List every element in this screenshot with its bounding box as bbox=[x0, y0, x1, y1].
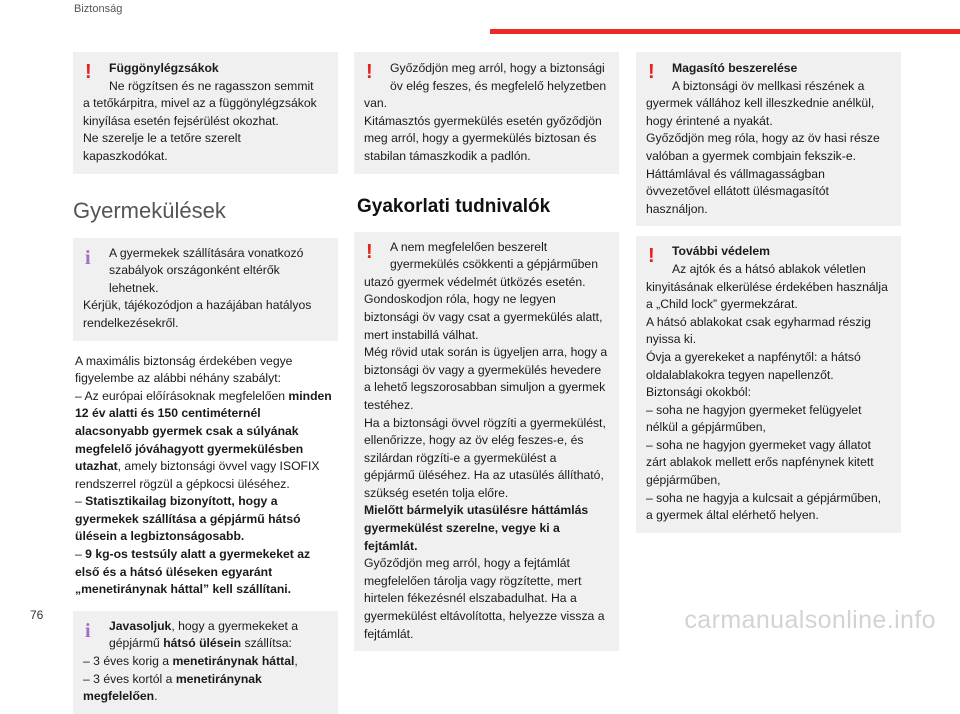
column-1 bbox=[73, 52, 338, 714]
box-title: További védelem bbox=[672, 244, 770, 259]
box-text: Biztonsági okokból: bbox=[646, 385, 752, 400]
box-text: Még rövid utak során is ügyeljen arra, hogy a biztonsági öv vagy a gyermekülés hevedere a lehető legszorosabban simuljon a gyermek testéhez. bbox=[364, 345, 608, 412]
box-text: Ne rögzítsen és ne ragasszon semmit bbox=[109, 78, 314, 93]
warning-exclamation-icon: ! bbox=[366, 240, 373, 263]
section-heading: Gyermekülések bbox=[73, 197, 226, 223]
column-3 bbox=[636, 52, 901, 533]
box-text: A gyermekek szállítására vonatkozó szabályok országonként eltérők lehetnek. bbox=[109, 245, 304, 295]
box-text: Kitámasztós gyermekülés esetén győződjön meg arról, hogy a gyermekülés biztosan és stabilan támaszkodik a padlón. bbox=[364, 113, 602, 163]
box-text: gyermek vállához kell illeszkednie anélkül, hogy érintené a nyakát. bbox=[646, 96, 875, 128]
warning-box-seatbelt bbox=[354, 52, 619, 174]
box-text: A hátsó ablakokat csak egyharmad részig nyissa ki. bbox=[646, 314, 871, 347]
box-text: A nem megfelelően beszerelt gyermekülés csökkenti a gépjárműben bbox=[390, 239, 598, 272]
box-text: kinyitásának elkerülése érdekében használja a „Child lock” gyermekzárat. bbox=[646, 279, 888, 312]
box-title: Függönylégzsákok bbox=[109, 61, 219, 75]
box-text: van. bbox=[364, 96, 388, 111]
info-icon: i bbox=[85, 246, 91, 269]
warning-box-practical bbox=[354, 232, 619, 652]
header-accent-bar bbox=[490, 29, 960, 34]
rule-item: – Statisztikailag bizonyított, hogy a gyermekek szállítása a gépjármű hátsó ülésein a legbiztonságosabb. bbox=[75, 494, 301, 544]
box-text: Ha a biztonsági övvel rögzíti a gyermekülést, ellenőrizze, hogy az öv elég feszes-e, és szilárdan rögzíti-e a gyermekülést a gépjármű üléséhez. Ha az utasülés állítható, szükség esetén tolja előre. bbox=[364, 415, 606, 500]
list-item: – 3 éves kortól a menetiránynak megfelelően. bbox=[83, 671, 262, 704]
box-text: Ne szerelje le a tetőre szerelt kapaszkodókat. bbox=[83, 131, 241, 163]
box-text: Kérjük, tájékozódjon a hazájában hatályos rendelkezésekről. bbox=[83, 298, 312, 330]
list-item: – soha ne hagyjon gyermeket vagy állatot zárt ablakok mellett erős napfénynek kitett gépjárműben, bbox=[646, 437, 874, 488]
box-text: a tetőkárpitra, mivel az a függönylégzsákok kinyílása esetén fejsérülést okozhat. bbox=[83, 96, 317, 128]
box-text-bold: Mielőtt bármelyik utasülésre háttámlás gyermekülést szerelne, vegye ki a fejtámlát. bbox=[364, 503, 589, 553]
box-text: Óvja a gyerekeket a napfénytől: a hátsó oldalablakokra tegyen napellenzőt. bbox=[646, 349, 861, 382]
paragraph: A maximális biztonság érdekében vegye figyelembe az alábbi néhány szabályt: bbox=[75, 353, 293, 386]
column-2 bbox=[354, 52, 619, 651]
warning-exclamation-icon: ! bbox=[648, 61, 655, 83]
warning-box-extra-protection bbox=[636, 236, 901, 533]
box-text: Gondoskodjon róla, hogy ne legyen biztonsági öv vagy csat a gyermekülés alatt, mert instabillá válhat. bbox=[364, 292, 603, 342]
warning-box-booster bbox=[636, 52, 901, 226]
section-heading: Gyakorlati tudnivalók bbox=[357, 195, 551, 217]
list-item: – soha ne hagyjon gyermeket felügyelet nélkül a gépjárműben, bbox=[646, 402, 862, 435]
list-item: – soha ne hagyja a kulcsait a gépjárműben, a gyermek által elérhető helyen. bbox=[646, 490, 882, 523]
box-title: Magasító beszerelése bbox=[672, 61, 798, 75]
rule-item: – 9 kg-os testsúly alatt a gyermekeket az első és a hátsó üléseken egyaránt „menetiránynak háttal” kell szállítani. bbox=[75, 547, 311, 597]
box-text: Az ajtók és a hátsó ablakok véletlen bbox=[672, 261, 866, 276]
box-text: Győződjön meg róla, hogy az öv hasi része valóban a gyermek combjain fekszik-e. bbox=[646, 131, 880, 163]
box-text: Győződjön meg arról, hogy a biztonsági öv elég feszes, és megfelelő helyzetben bbox=[390, 61, 607, 93]
watermark: carmanualsonline.info bbox=[684, 606, 936, 634]
section-title: Biztonság bbox=[74, 3, 123, 15]
warning-exclamation-icon: ! bbox=[366, 61, 373, 83]
info-box-regulations bbox=[73, 238, 338, 341]
box-text: A biztonsági öv mellkasi részének a bbox=[672, 78, 865, 93]
rule-item: – Az európai előírásoknak megfelelően minden 12 év alatti és 150 centiméternél alacsonyabb gyermek csak a súlyának megfelelő jóváhagyott gyermekülésben utazhat, amely biztonsági övvel vagy ISOFIX rendszerrel rögzül a gépkocsi üléséhez. bbox=[75, 388, 332, 491]
page-number: 76 bbox=[30, 608, 44, 622]
box-text: Győződjön meg arról, hogy a fejtámlát megfelelően tárolja vagy rögzítette, mert hirtelen fékezésnél elszabadulhat. Ha a gyermekülést eltávolította, helyezze vissza a fejtámlát. bbox=[364, 556, 605, 641]
list-item: – 3 éves korig a menetiránynak háttal, bbox=[83, 654, 298, 669]
box-text: utazó gyermek védelmét ütközés esetén. bbox=[364, 274, 586, 289]
warning-exclamation-icon: ! bbox=[85, 61, 92, 83]
warning-exclamation-icon: ! bbox=[648, 245, 655, 268]
box-text: Háttámlával és vállmagasságban övvezetővel ellátott ülésmagasítót használjon. bbox=[646, 166, 829, 216]
info-icon: i bbox=[85, 619, 91, 642]
info-box-recommendation: i Javasoljuk, hogy a gyermekeket a gépjármű hátsó ülésein szállítsa: – 3 éves korig a menetiránynak háttal, – 3 éves kortól a menetiránynak megfelelően. bbox=[73, 611, 338, 714]
warning-box-curtain-airbags bbox=[73, 52, 338, 174]
